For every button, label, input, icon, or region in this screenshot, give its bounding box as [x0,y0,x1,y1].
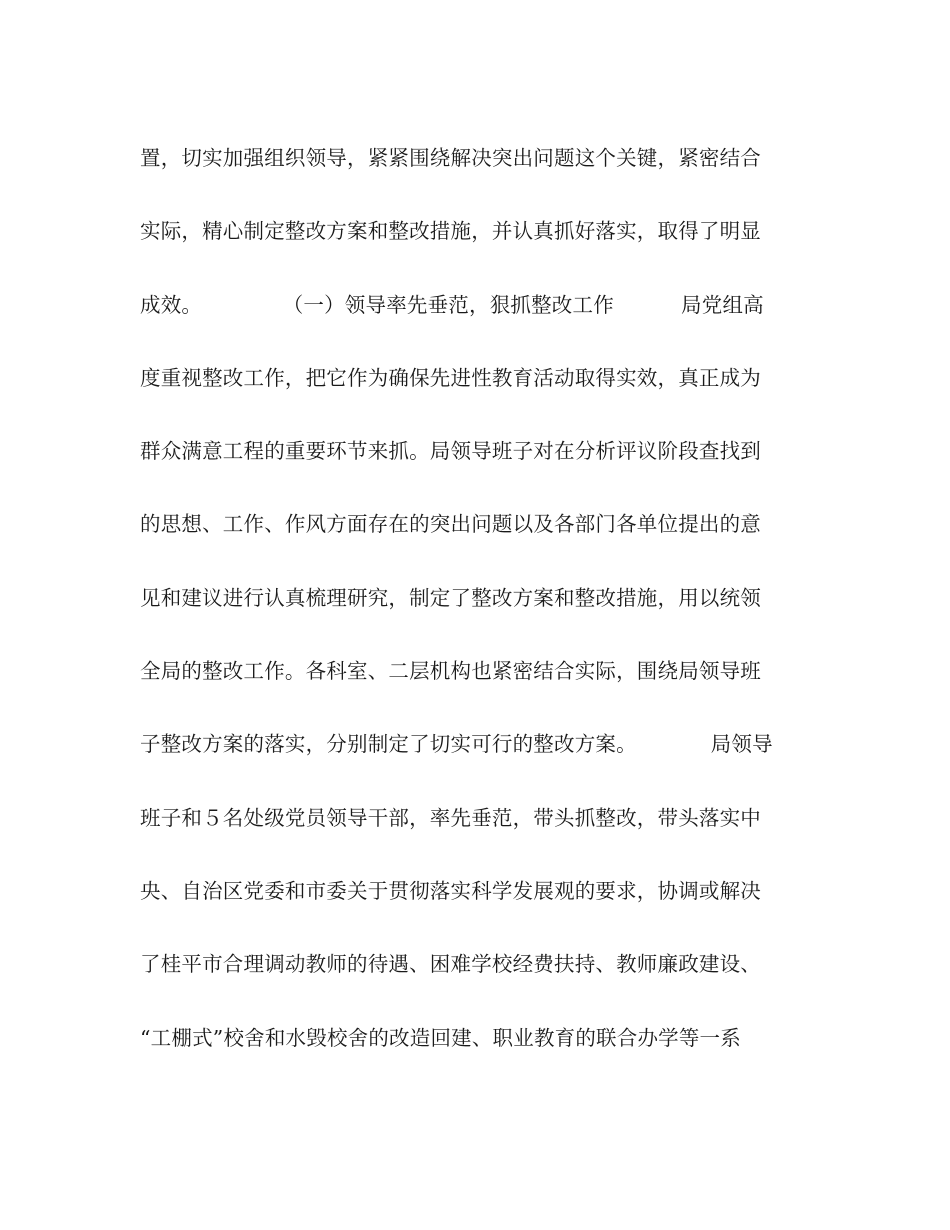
text-line: 了桂平市合理调动教师的待遇、困难学校经费扶持、教师廉政建设、 [140,952,761,977]
text-line: 子整改方案的落实，分别制定了切实可行的整改方案。 局领导 [140,732,773,757]
text-line: 班子和５名处级党员领导干部，率先垂范，带头抓整改，带头落实中 [140,805,761,830]
text-line: 的思想、工作、作风方面存在的突出问题以及各部门各单位提出的意 [140,512,761,537]
text-line: 成效。 （一）领导率先垂范，狠抓整改工作 局党组高 [140,292,764,317]
text-line: 实际，精心制定整改方案和整改措施，并认真抓好落实，取得了明显 [140,219,761,244]
text-line: 全局的整改工作。各科室、二层机构也紧密结合实际，围绕局领导班 [140,659,761,684]
text-line: 度重视整改工作，把它作为确保先进性教育活动取得实效，真正成为 [140,365,761,390]
text-line: “工棚式”校舍和水毁校舍的改造回建、职业教育的联合办学等一系 [140,1025,741,1050]
text-line: 见和建议进行认真梳理研究，制定了整改方案和整改措施，用以统领 [140,585,761,610]
body-text [140,131,810,1084]
text-line: 央、自治区党委和市委关于贯彻落实科学发展观的要求，协调或解决 [140,878,761,903]
text-line: 群众满意工程的重要环节来抓。局领导班子对在分析评议阶段查找到 [140,439,761,464]
text-line: 置，切实加强组织领导，紧紧围绕解决突出问题这个关键，紧密结合 [140,146,761,170]
